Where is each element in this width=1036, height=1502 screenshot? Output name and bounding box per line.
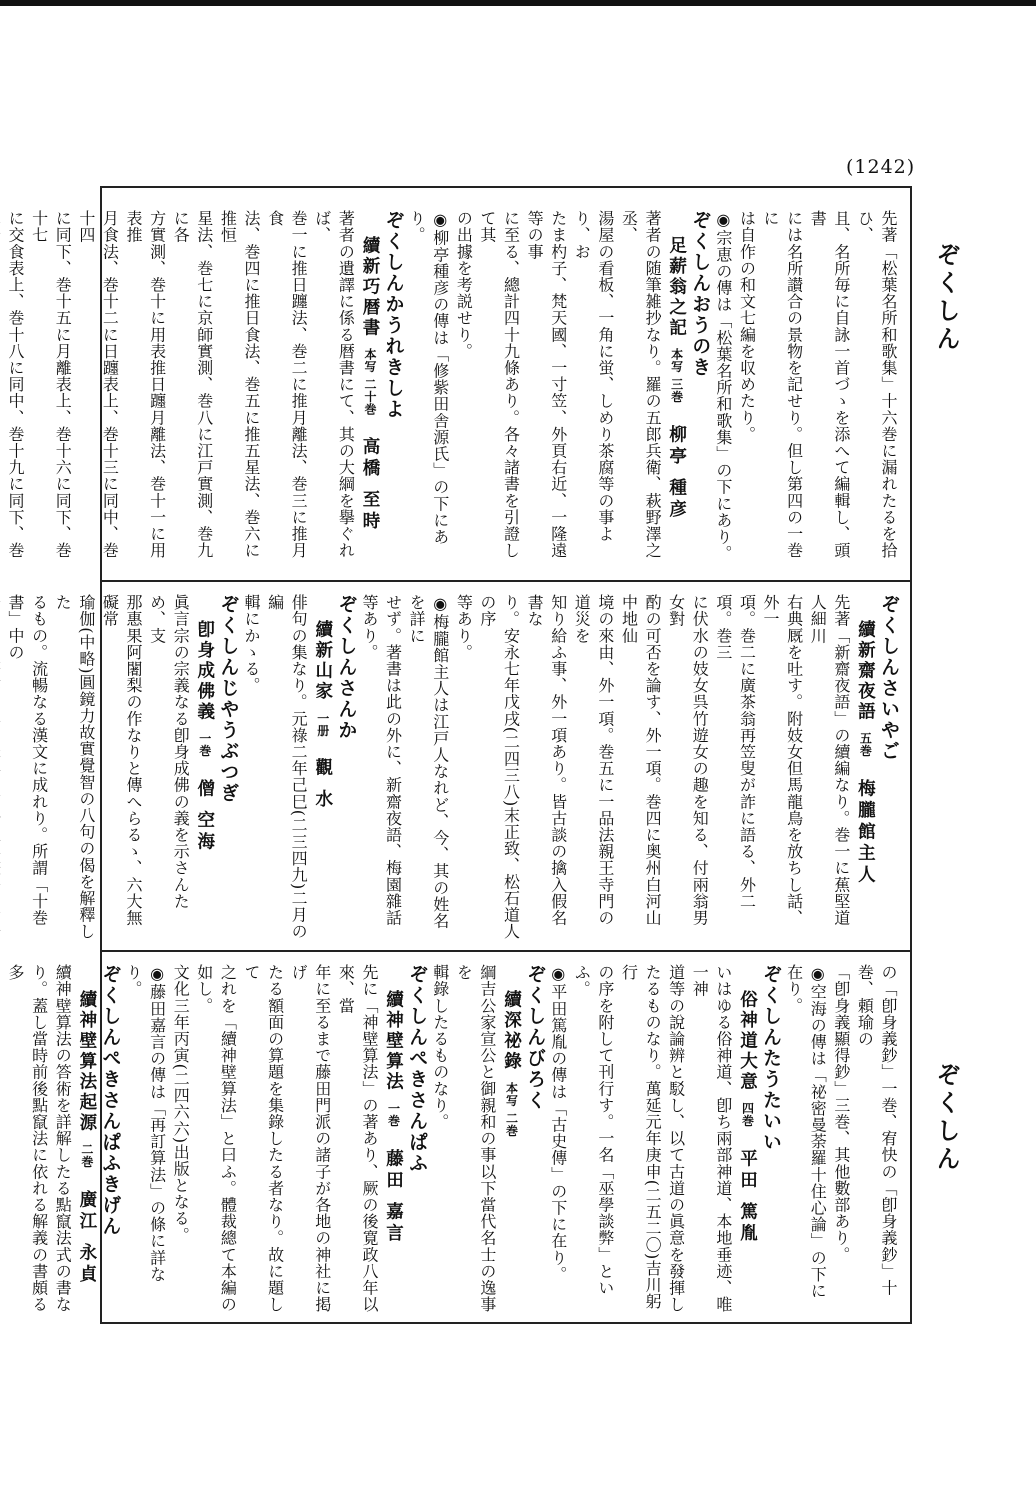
entry-heading: ぞくしんかうれきしよ (382, 210, 405, 420)
section-top (6, 210, 900, 570)
entry-volume: 一巻 (386, 1102, 401, 1128)
text-line: 巻一に推日躔法、巻二に推月離法、巻三に推月食 (265, 210, 309, 559)
entry-volume: 本写 二十巻 (362, 348, 377, 417)
text-line: 月食法、巻十二に日躔表上、巻十三に同中、巻十四 (76, 210, 120, 559)
page-top-border (0, 0, 1036, 6)
text-line: ◉平田篤胤の傳は「古史傳」の下に在り。 (548, 964, 568, 1283)
text-line: 先に「神壁算法」の著あり、厥の後寛政八年以來、當 (336, 964, 379, 1313)
entry-volume: 本写 二巻 (504, 1081, 519, 1138)
entry-heading: ぞくしんおうのき (689, 210, 712, 378)
entry-title: 續神壁算法起源 (76, 990, 97, 1134)
section-middle (6, 594, 900, 940)
text-line: の「卽身義鈔」一巻、宥快の「卽身義鈔」十巻、頼瑜の (855, 964, 898, 1296)
text-line: り。安永七年戊戌(二四三八)末正致、松石道人の序 (477, 594, 521, 940)
text-line: 那惠果阿闍梨の作なりと傳へらるゝ、六大無礙常 (100, 594, 143, 926)
text-line (0, 594, 3, 940)
entry-volume: 本写 三巻 (669, 348, 684, 404)
text-line: り。蓋し當時前後點竄法に依れる解義の書頗る多 (6, 964, 49, 1313)
text-line: 「卽身義顯得鈔」三巻、其他數部あり。 (831, 964, 851, 1263)
text-line: に伏水の妓女呉竹遊女の趣を知る、付兩翁男女對 (666, 594, 710, 926)
entry-title: 續新巧暦書 (359, 236, 380, 339)
entry-title: 足薪翁之記 (666, 236, 687, 339)
section-bottom (6, 964, 900, 1314)
text-line: 眞言宗の宗義なる卽身成佛の義を示さんため、支 (147, 594, 191, 910)
running-head-right: ぞくしん (932, 242, 961, 354)
text-line: ◉藤田嘉言の傳は「再訂算法」の條に詳なり。 (124, 964, 167, 1283)
text-line: 方實測、巻十に用表推日躔月離法、巻十一に用表推 (124, 210, 167, 559)
text-line: たま杓子、梵天國、一寸笠、外頁右近、一隆遠等の事 (525, 210, 568, 559)
text-line: 右典厩を吐す。附妓女但馬龍鳥を放ちし話、外一 (761, 594, 804, 926)
text-line: ◉柳亭種彦の傳は「修紫田舎源氏」の下にあり。 (407, 210, 450, 545)
entry-heading: ぞくしんぺきさんぱふきげん (99, 964, 122, 1237)
text-line: ◉空海の傳は「祕密曼荼羅十住心論」の下に在り。 (784, 964, 828, 1299)
text-line: 等あり。 (454, 594, 474, 661)
text-line: ◉梅朧館主人は江戸人なれど、今、其の姓名を詳に (407, 594, 450, 929)
entry-title-line (664, 210, 688, 570)
text-line: に交食表上、巻十八に同中、巻十九に同下、巻 (6, 210, 26, 559)
text-line: 瑜伽(中略)圓鏡力故實覺智の八句の偈を解釋した (53, 594, 96, 940)
entry-title-line (357, 210, 381, 570)
text-line: 著者の遺譯に係る暦書にて、其の大綱を擧ぐれば、 (312, 210, 356, 559)
entry-author: 觀 水 (312, 758, 333, 812)
entry-title-line (74, 964, 98, 1314)
entry-title-line (853, 594, 877, 940)
text-line: に同下、巻十五に月離表上、巻十六に同下、巻十七 (29, 210, 73, 559)
entry-title-line (192, 594, 216, 940)
text-line: 續神壁算法の答術を詳解したる點竄法式の書な (53, 964, 73, 1313)
text-line: に至る、總計四十九條あり。各々諸書を引證して其 (477, 210, 521, 559)
entry-title-line (381, 964, 405, 1314)
entry-title: 續神壁算法 (383, 990, 404, 1093)
page-number: (1242) (846, 156, 916, 178)
text-line: 文化三年丙寅(二四六六)出版となる。 (171, 964, 191, 1244)
entry-heading: ぞくしんびろく (524, 964, 547, 1111)
entry-author: 僧 空海 (194, 778, 215, 854)
text-line: いはゆる俗神道、卽ち兩部神道、本地垂迹、唯一神 (690, 964, 733, 1313)
text-line: の序を附して刊行す。一名「巫學談弊」といふ。 (572, 964, 615, 1296)
text-line: 先著「松葉名所和歌集」十六巻に漏れたるを拾ひ、 (855, 210, 898, 559)
text-line: は自作の和文七編を収めたり。 (737, 210, 757, 443)
text-line: 境の來由、外一項。巻五に一品法親王寺門の道災を (572, 594, 615, 926)
text-line: 知り給ふ事、外一項あり。皆古談の擒入假名書な (525, 594, 568, 926)
text-line: たるものなり。萬延元年庚申(二五二〇)吉川躬行 (619, 964, 663, 1310)
text-line: 法、巻四に推日食法、巻五に推五星法、巻六に推恒 (218, 210, 261, 559)
text-line: 綱吉公家宣公と御親和の事以下當代名士の逸事を (454, 964, 497, 1313)
text-line: の出據を考説せり。 (454, 210, 474, 360)
entry-heading: ぞくしんぺきさんぱふ (406, 964, 429, 1174)
text-line: には名所讃合の景物を記せり。但し第四の一巻に (761, 210, 804, 559)
section-divider-bottom (100, 950, 912, 952)
text-line: 且、名所毎に自詠一首づゝを添へて編輯し、頭書 (808, 210, 851, 559)
entry-heading: ぞくしんさんか (335, 594, 358, 741)
text-line: るもの。流暢なる漢文に成れり。所謂「十巻書」中の (6, 594, 49, 926)
text-line: せず。著書は此の外に、新齋夜語、梅園雜話等あり。 (359, 594, 403, 926)
entry-title-line (310, 594, 334, 940)
entry-volume: 五巻 (858, 732, 873, 758)
text-line: 輯錄したるものなり。 (430, 964, 450, 1130)
text-line: 先著「新齋夜語」の續編なり。巻一に蕉堅道人細川 (808, 594, 851, 926)
text-line: 星法、巻七に京師實測、巻八に江戸實測、巻九に各 (171, 210, 214, 559)
section-divider-top (100, 580, 912, 582)
entry-title-line (499, 964, 523, 1314)
entry-heading: ぞくしんさいやご (878, 594, 900, 762)
entry-heading: ぞくしんたうたいい (760, 964, 783, 1153)
text-line: 項。巻二に廣茶翁再笠叟が詐に語る、外二項。巻三 (713, 594, 757, 910)
entry-volume: 一册 (315, 711, 330, 738)
entry-author: 高橋 至時 (359, 437, 380, 534)
text-line: 輯にかゝる。 (241, 594, 261, 694)
entry-title: 續新齋夜語 (855, 620, 876, 723)
text-line: ◉宗恵の傳は「松葉名所和歌集」の下にあり。 (713, 210, 733, 562)
entry-title: 卽身成佛義 (194, 620, 215, 723)
entry-volume: 二巻 (79, 1143, 94, 1169)
entry-title: 續深祕錄 (501, 990, 522, 1073)
entry-author: 廣江 永貞 (76, 1189, 97, 1286)
entry-title: 續新山家 (312, 620, 333, 703)
text-line: 著者の随筆雑抄なり。羅の五郎兵衛、萩野澤之丞、 (619, 210, 663, 559)
entry-author: 平田 篤胤 (737, 1148, 758, 1245)
entry-volume: 四巻 (740, 1102, 755, 1128)
entry-volume: 一巻 (197, 732, 212, 758)
text-line: たる額面の算題を集錄したる者なり。故に題して (241, 964, 285, 1313)
text-line: 道等の說論辨と駁し、以て古道の眞意を發揮し (666, 964, 686, 1313)
text-line: 俳句の集なり。元祿二年己巳(二三四九)二月の編 (265, 594, 309, 940)
text-line: 年に至るまで藤田門派の諸子が各地の神社に掲げ (289, 964, 332, 1313)
entry-title-line (735, 964, 759, 1314)
entry-heading: ぞくしんじやうぶつぎ (217, 594, 240, 804)
entry-author: 柳亭 種彦 (666, 424, 687, 521)
entry-author: 藤田 嘉言 (383, 1148, 404, 1245)
entry-title: 俗神道大意 (737, 990, 758, 1093)
text-line: 之れを「續神壁算法」と曰ふ。體裁總て本編の如し。 (194, 964, 238, 1313)
text-line: 湯屋の看板、一角に蛍、しめり茶腐等の事より、お (572, 210, 615, 542)
entry-author: 梅朧館主人 (855, 778, 876, 887)
running-head-left: ぞくしん (932, 1062, 961, 1174)
text-line: 酌の可否を論す、外一項。巻四に奥州白河山中地仙 (619, 594, 663, 926)
